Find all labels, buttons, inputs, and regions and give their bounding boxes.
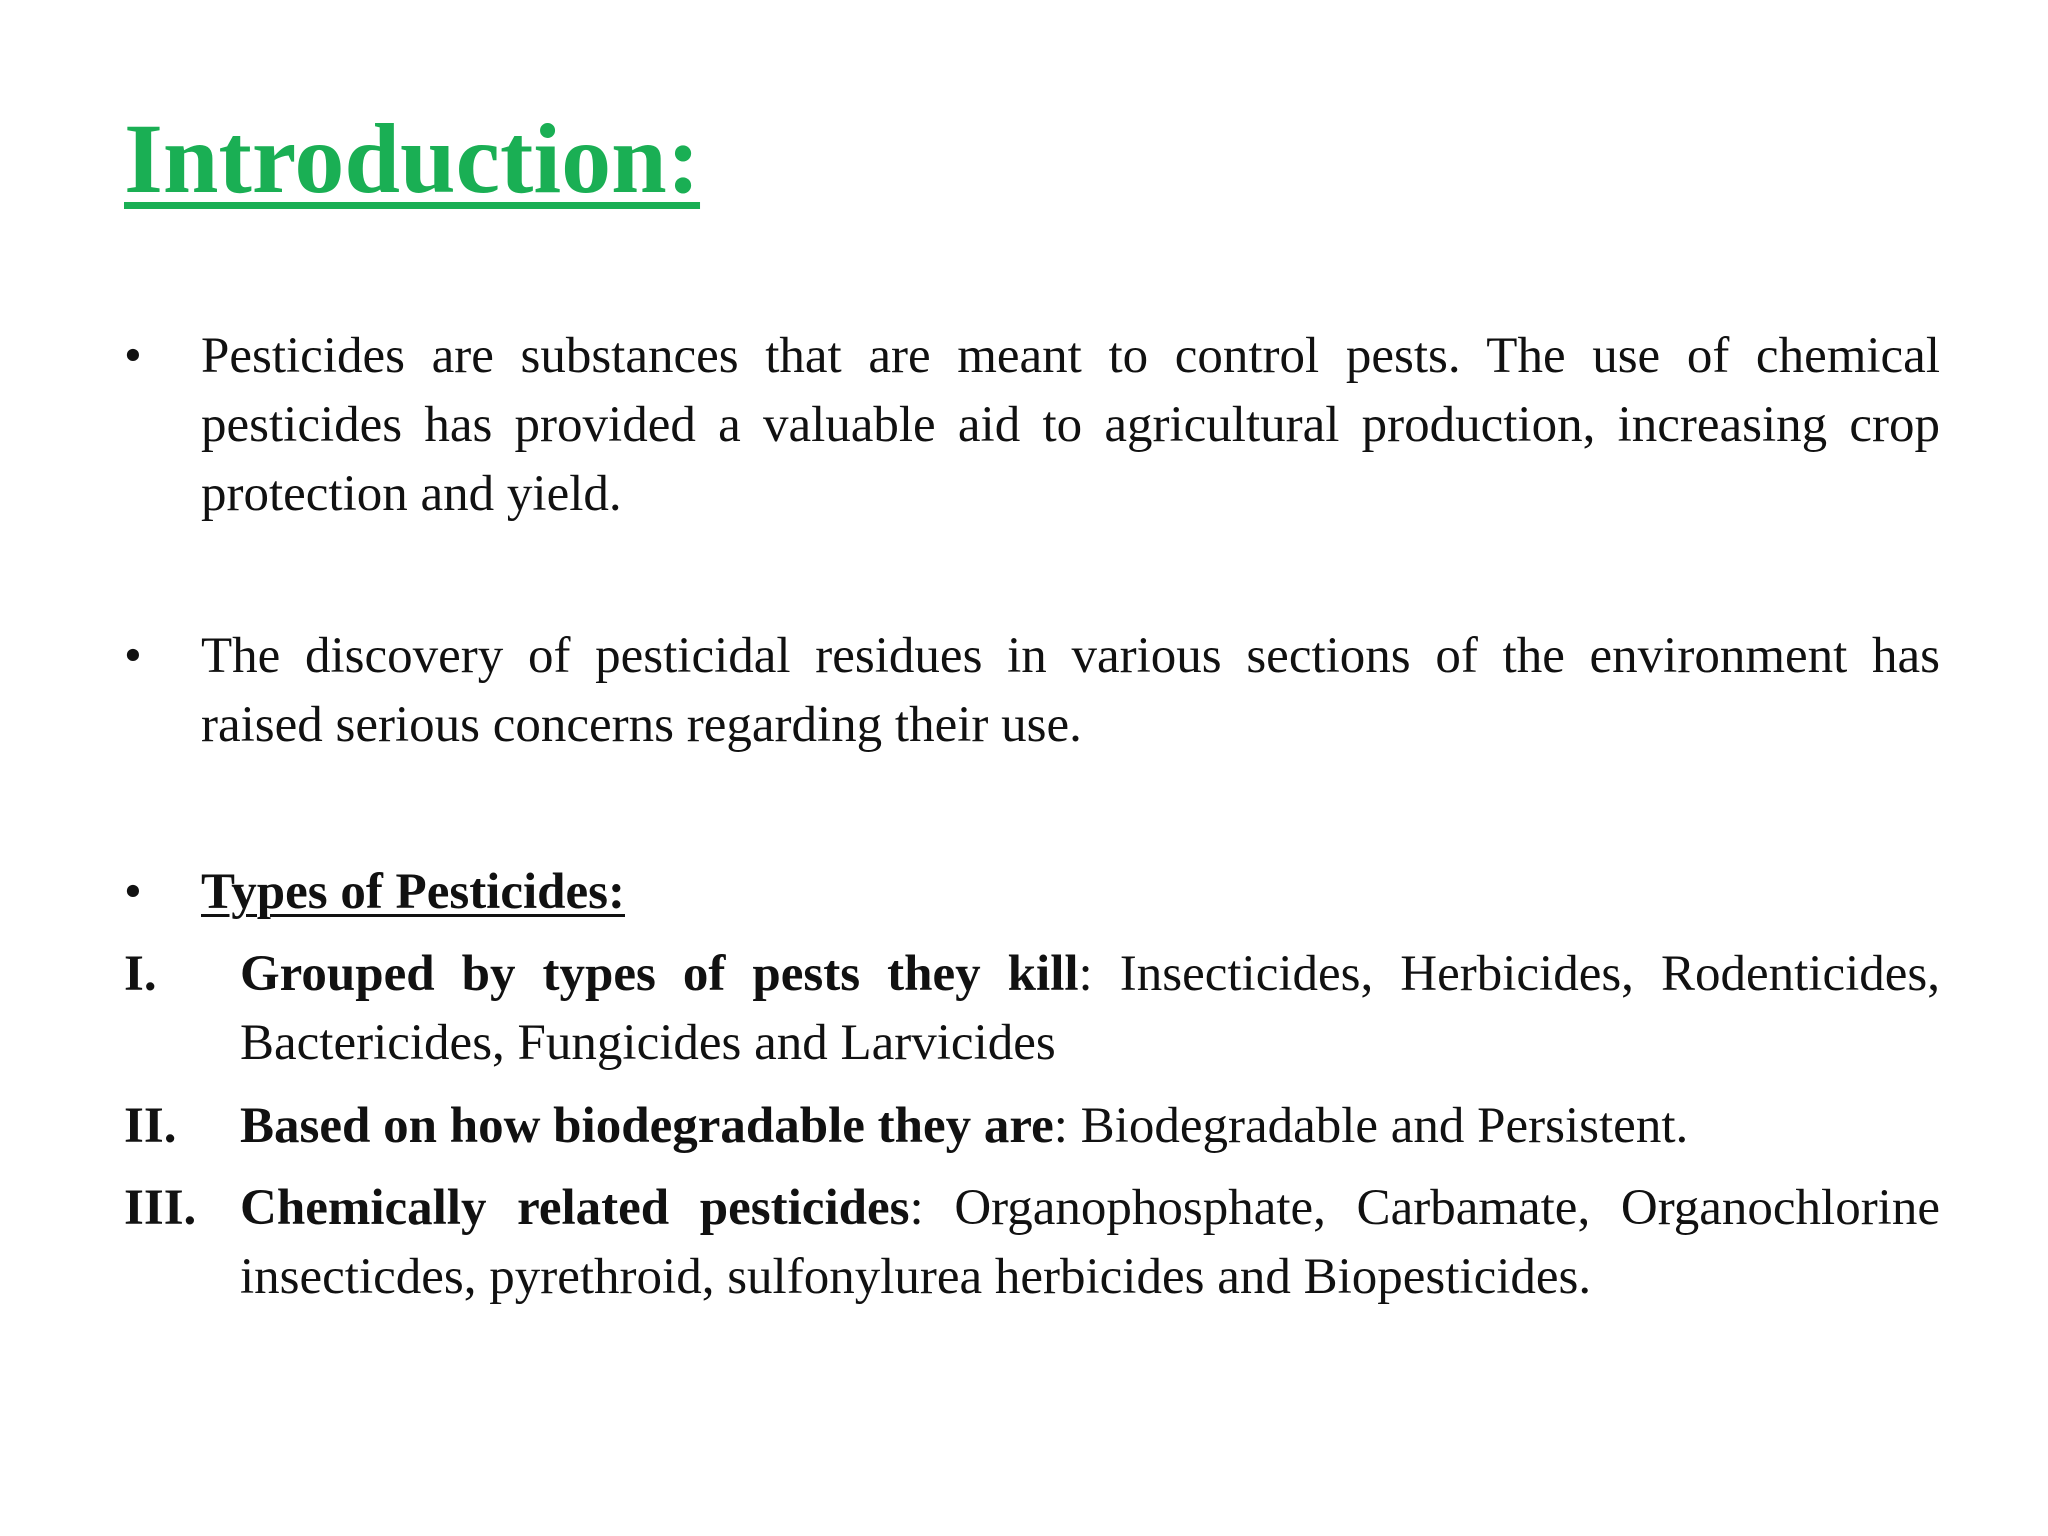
- type-separator: :: [909, 1180, 924, 1236]
- type-label: Chemically related pesticides: [240, 1180, 910, 1236]
- types-list-item: [124, 1174, 1940, 1312]
- bullet-marker: •: [124, 628, 142, 684]
- bullet-item: [124, 622, 1940, 760]
- types-list-item: [124, 940, 1940, 1078]
- types-heading: Types of Pesticides:: [201, 864, 625, 920]
- bullet-item: [124, 322, 1940, 529]
- type-label: Grouped by types of pests they kill: [240, 946, 1079, 1002]
- list-numeral: III.: [124, 1180, 197, 1236]
- bullet-marker: •: [124, 864, 142, 920]
- type-detail: Insecticides, Herbicides, Rodenticides, Bactericides, Fungicides and Larvicides: [240, 946, 1940, 1071]
- bullet-text: The discovery of pesticidal residues in various sections of the environment has raised serious concerns regarding their use.: [201, 628, 1940, 753]
- slide-title: Introduction:: [124, 103, 701, 214]
- type-separator: :: [1053, 1098, 1068, 1154]
- bullet-text: Pesticides are substances that are meant to control pests. The use of chemical pesticides has provided a valuable aid to agricultural production, increasing crop protection and yield.: [201, 328, 1940, 522]
- bullet-marker: •: [124, 328, 142, 384]
- type-separator: :: [1078, 946, 1093, 1002]
- list-numeral: II.: [124, 1098, 177, 1154]
- types-list-item: [124, 1092, 1940, 1161]
- type-detail: Biodegradable and Persistent.: [1067, 1098, 1689, 1154]
- type-detail: Organophosphate, Carbamate, Organochlorine insecticdes, pyrethroid, sulfonylurea herbicides and Biopesticides.: [240, 1180, 1940, 1305]
- bullet-item-types-heading: [124, 858, 1940, 927]
- type-label: Based on how biodegradable they are: [240, 1098, 1054, 1154]
- list-numeral: I.: [124, 946, 157, 1002]
